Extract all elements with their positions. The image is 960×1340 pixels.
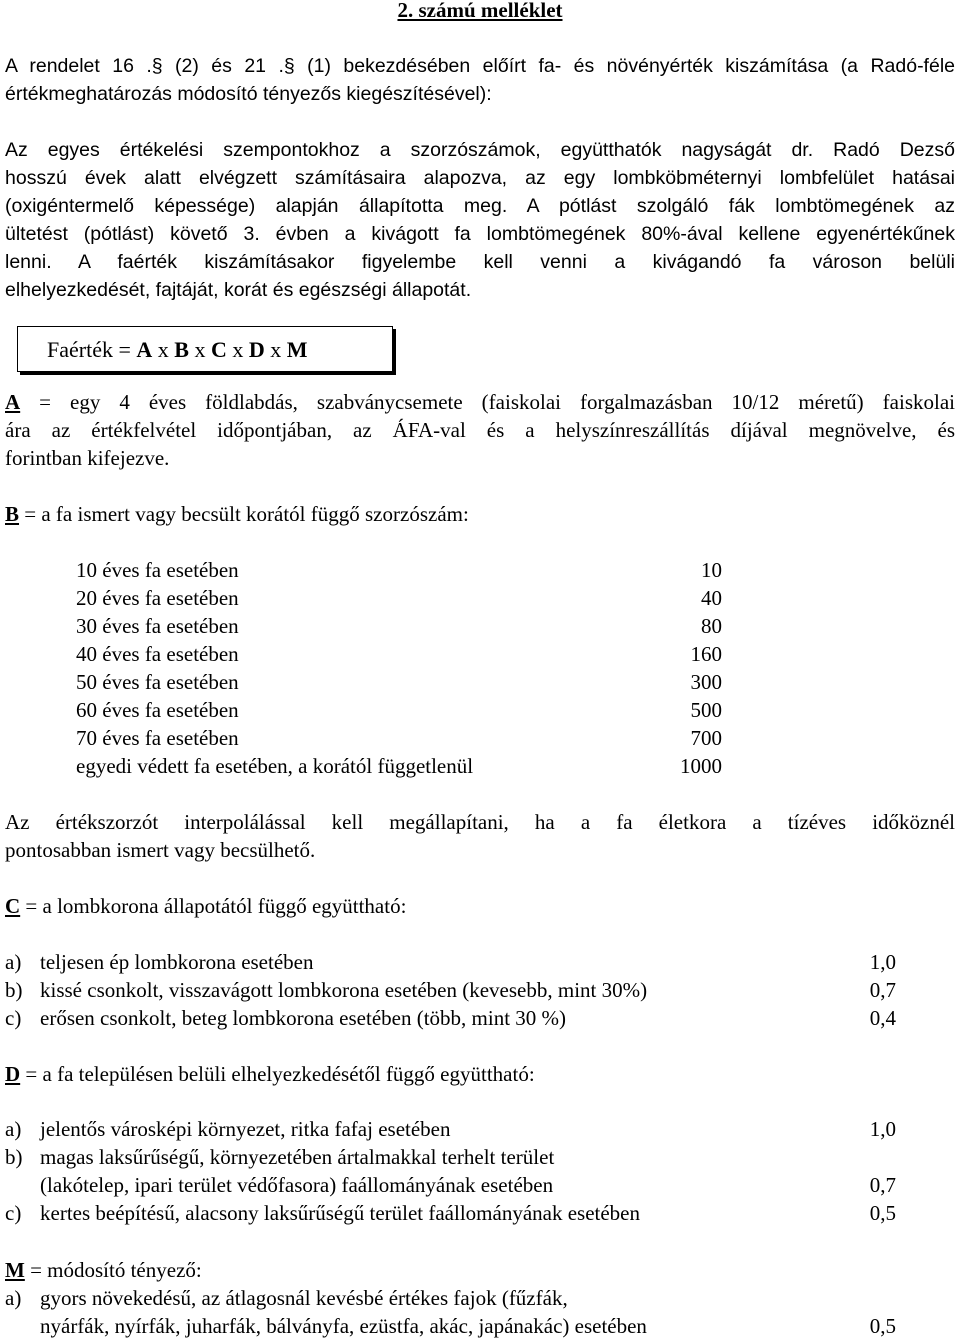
- d-item-letter: b): [5, 1145, 23, 1169]
- b-letter: B: [5, 502, 20, 526]
- intro-line: A rendelet 16 .§ (2) és 21 .§ (1) bekezdésében előírt fa- és növényérték kiszámítása (a Radó-féle: [5, 55, 955, 77]
- b-row-value: 300: [690, 670, 722, 694]
- b-row-label: 70 éves fa esetében: [76, 726, 239, 750]
- b-row-label: 60 éves fa esetében: [76, 698, 239, 722]
- formula-times: x: [188, 337, 211, 362]
- c-item-letter: b): [5, 978, 23, 1002]
- d-item-value: 0,5: [869, 1201, 896, 1225]
- b-row-label: 40 éves fa esetében: [76, 642, 239, 666]
- a-definition-line: forintban kifejezve.: [5, 446, 170, 470]
- b-row-value: 1000: [680, 754, 722, 778]
- d-item-text: magas laksűrűségű, környezetében ártalmakkal terhelt terület: [40, 1145, 555, 1169]
- interpolation-note: [5, 808, 955, 864]
- d-item-text-continued: (lakótelep, ipari terület védőfasora) faállományának esetében: [40, 1173, 554, 1197]
- b-table: [0, 556, 960, 780]
- c-text: = a lombkorona állapotától függő együttható:: [20, 894, 407, 918]
- intro-line: értékmeghatározás módosító tényezős kiegészítésével):: [5, 83, 492, 105]
- c-item-value: 1,0: [869, 950, 896, 974]
- d-list: [0, 1115, 960, 1227]
- formula-times: x: [264, 337, 287, 362]
- d-definition: [5, 1060, 955, 1088]
- b-row-label: 20 éves fa esetében: [76, 586, 239, 610]
- formula-times: x: [152, 337, 175, 362]
- m-item-text-continued: nyárfák, nyírfák, juharfák, bálványfa, ezüstfa, akác, japánakác) esetében: [40, 1314, 647, 1338]
- d-item-text: kertes beépítésű, alacsony laksűrűségű terület faállományának esetében: [40, 1201, 641, 1225]
- formula-b: B: [174, 337, 189, 362]
- m-text: = módosító tényező:: [24, 1258, 202, 1282]
- page-title: 2. számú melléklet: [397, 0, 563, 22]
- b-row-label: 30 éves fa esetében: [76, 614, 239, 638]
- m-definition: [5, 1256, 955, 1284]
- c-item-text: kissé csonkolt, visszavágott lombkorona esetében (kevesebb, mint 30%): [40, 978, 648, 1002]
- b-row-value: 500: [690, 698, 722, 722]
- c-letter: C: [5, 894, 21, 918]
- d-text: = a fa településen belüli elhelyezkedésétől függő együttható:: [20, 1062, 535, 1086]
- m-item-letter: a): [5, 1286, 22, 1310]
- a-definition: [5, 388, 955, 472]
- formula-d: D: [248, 337, 265, 362]
- paragraph-line: (oxigéntermelő képessége) alapján állapította meg. A pótlást szolgáló fák lombtömegének az: [5, 195, 955, 217]
- c-item-letter: a): [5, 950, 22, 974]
- c-list: [0, 948, 960, 1032]
- method-paragraph: [5, 136, 955, 304]
- interpolation-line: pontosabban ismert vagy becsülhető.: [5, 838, 316, 862]
- interpolation-line: Az értékszorzót interpolálással kell megállapítani, ha a fa életkora a tízéves időköznél: [5, 810, 955, 834]
- d-item-letter: a): [5, 1117, 22, 1141]
- m-list: [0, 1284, 960, 1340]
- b-row-value: 10: [701, 558, 722, 582]
- a-text: = egy 4 éves földlabdás, szabványcsemete (faiskolai forgalmazásban 10/12 méretű) faiskolai: [20, 390, 955, 414]
- paragraph-line: Az egyes értékelési szempontokhoz a szorzószámok, együtthatók nagyságát dr. Radó Dezső: [5, 139, 955, 161]
- b-row-value: 80: [701, 614, 722, 638]
- d-letter: D: [5, 1062, 21, 1086]
- b-row-value: 40: [701, 586, 722, 610]
- formula-prefix: Faérték =: [47, 337, 137, 362]
- c-item-text: teljesen ép lombkorona esetében: [40, 950, 314, 974]
- formula-times: x: [226, 337, 249, 362]
- paragraph-line: hosszú évek alatt elvégzett számításaira alapozva, az egy lombköbméternyi lombfelület hatásai: [5, 167, 955, 189]
- paragraph-line: elhelyezkedését, fajtáját, korát és egészségi állapotát.: [5, 279, 472, 301]
- m-letter: M: [5, 1258, 25, 1282]
- m-item-text: gyors növekedésű, az átlagosnál kevésbé értékes fajok (fűzfák,: [40, 1286, 568, 1310]
- paragraph-line: lenni. A faérték kiszámításakor figyelembe kell venni a kivágandó fa városon belüli: [5, 251, 955, 273]
- b-row-label: 50 éves fa esetében: [76, 670, 239, 694]
- a-definition-line: [5, 388, 955, 416]
- c-item-value: 0,4: [869, 1006, 896, 1030]
- c-item-text: erősen csonkolt, beteg lombkorona esetében (több, mint 30 %): [40, 1006, 567, 1030]
- b-row-value: 700: [690, 726, 722, 750]
- a-letter: A: [5, 390, 21, 414]
- d-item-value: 1,0: [869, 1117, 896, 1141]
- intro-paragraph: [5, 52, 955, 108]
- b-row-value: 160: [690, 642, 722, 666]
- d-item-text: jelentős városképi környezet, ritka fafaj esetében: [40, 1117, 451, 1141]
- d-item-letter: c): [5, 1201, 22, 1225]
- b-row-label: egyedi védett fa esetében, a korától függetlenül: [76, 754, 474, 778]
- c-definition: [5, 892, 955, 920]
- d-item-value: 0,7: [869, 1173, 896, 1197]
- c-item-letter: c): [5, 1006, 22, 1030]
- formula: [47, 337, 308, 363]
- b-definition: [5, 500, 955, 528]
- b-text: = a fa ismert vagy becsült korától függő szorzószám:: [19, 502, 469, 526]
- formula-m: M: [286, 337, 308, 362]
- b-row-label: 10 éves fa esetében: [76, 558, 239, 582]
- formula-a: A: [136, 337, 153, 362]
- a-definition-line: ára az értékfelvétel időpontjában, az ÁFA-val és a helyszínreszállítás díjával megnövelve, és: [5, 418, 955, 442]
- m-item-value: 0,5: [869, 1314, 896, 1338]
- paragraph-line: ültetést (pótlást) követő 3. évben a kivágott fa lombtömegének 80%-ával kellene egyenértékűnek: [5, 223, 955, 245]
- formula-box: [17, 326, 393, 372]
- formula-c: C: [210, 337, 227, 362]
- c-item-value: 0,7: [869, 978, 896, 1002]
